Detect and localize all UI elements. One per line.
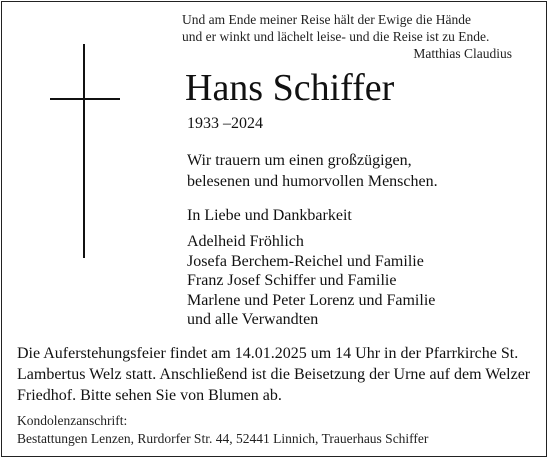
- mourner-item: Franz Josef Schiffer und Familie: [187, 272, 397, 289]
- cross-vertical-bar: [83, 44, 85, 258]
- obituary-notice: [1, 1, 547, 457]
- mourning-line: belesenen und humorvollen Menschen.: [187, 173, 438, 190]
- epitaph-quote: [182, 11, 512, 62]
- life-years: 1933 –2024: [187, 115, 263, 132]
- mourner-item: Josefa Berchem-Reichel und Familie: [187, 252, 424, 270]
- mourners-list: [187, 232, 435, 330]
- cross-horizontal-bar: [50, 98, 120, 100]
- condolence-address-text: Bestattungen Lenzen, Rurdorfer Str. 44, 52441 Linnich, Trauerhaus Schiffer: [17, 430, 429, 446]
- condolence-label: Kondolenzanschrift:: [17, 413, 128, 428]
- mourner-item: Marlene und Peter Lorenz und Familie: [187, 291, 436, 309]
- mourner-item: und alle Verwandten: [187, 311, 319, 328]
- condolence-address: [17, 412, 428, 447]
- deceased-name: Hans Schiffer: [185, 67, 395, 109]
- quote-author: Matthias Claudius: [413, 46, 512, 61]
- service-announcement: [17, 343, 537, 406]
- quote-line: Und am Ende meiner Reise hält der Ewige die Hände: [182, 12, 472, 27]
- service-line: Die Auferstehungsfeier findet am 14.01.2025 um 14 Uhr in der Pfarrkirche St.: [17, 345, 519, 362]
- mourner-item: Adelheid Fröhlich: [187, 233, 304, 250]
- mourning-statement: [187, 150, 438, 192]
- mourning-line: Wir trauern um einen großzügigen,: [187, 152, 412, 169]
- closing-heading: In Liebe und Dankbarkeit: [187, 207, 352, 224]
- quote-line: und er winkt und lächelt leise- und die Reise ist zu Ende.: [182, 29, 490, 44]
- service-line: Lambertus Welz statt. Anschließend ist die Beisetzung der Urne auf dem Welzer: [17, 366, 531, 383]
- service-line: Friedhof. Bitte sehen Sie von Blumen ab.: [17, 387, 282, 404]
